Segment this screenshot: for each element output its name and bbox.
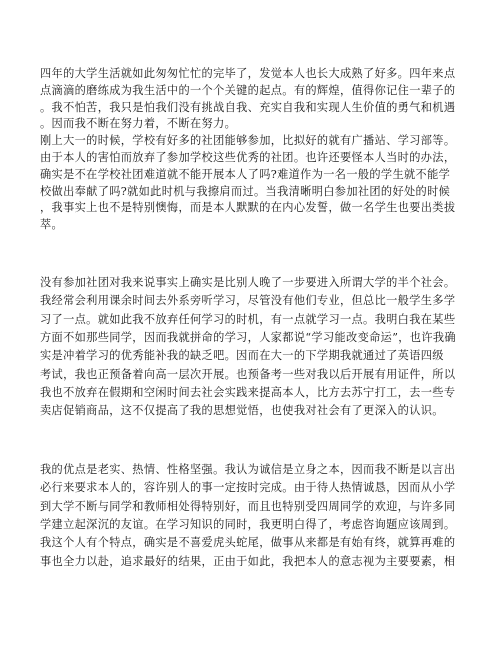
text-line: 。我不怕苦，我只是怕我们没有挑战自我、充实自我和实现人生价值的勇气和机遇: [40, 100, 456, 114]
text-line: 到大学不断与同学和教师相处得特别好，而且也特别受四周同学的欢迎，与许多同: [40, 499, 456, 513]
text-line: 我的优点是老实、热情、性格坚强。我认为诚信是立身之本，因而我不断是以言出: [40, 463, 456, 476]
text-line: 习了一点。就如此我不放弃任何学习的时机，有一点就学习一点。我明白我在某些: [40, 312, 456, 326]
text-line: ，我事实上也不是特别懊悔，而是本人默默的在内心发誓，做一名学生也要出类拔: [40, 201, 456, 215]
text-line: 事也全力以赴，追求最好的结果，正由于如此，我把本人的意志视为主要要素，相: [40, 554, 456, 568]
text-line: 点滴滴的磨练成为我生活中的一个个关键的起点。有的辉煌，值得你记住一辈子的: [40, 83, 456, 97]
text-line: 学建立起深沉的友谊。在学习知识的同时，我更明白得了，考虑咨询题应该周到。: [40, 517, 456, 531]
text-line: 考试，我也正预备着向高一层次开展。也预备考一些对我以后开展有用证件，所以: [40, 367, 456, 381]
text-line: 方面不如那些同学，因而我就拼命的学习，人家都说“学习能改变命运”，也许我确: [40, 330, 456, 344]
text-line: 实是冲着学习的优秀能补我的缺乏吧。因而在大一的下学期我就通过了英语四级: [40, 349, 444, 363]
text-line: 我这个人有个特点，确实是不喜爱虎头蛇尾，做事从来都是有始有终，就算再难的: [40, 536, 456, 550]
text-line: 没有参加社团对我来说事实上确实是比别人晚了一步要进入所谓大学的半个社会。: [40, 276, 456, 289]
text-line: 确实是不在学校社团难道就不能开展本人了吗?难道作为一名一般的学生就不能学: [40, 167, 451, 181]
text-line: 刚上大一的时候，学校有好多的社团能够参加，比拟好的就有广播站、学习部等。: [40, 134, 456, 148]
text-line: 校做出奉献了吗?就如此时机与我擦肩而过。当我清晰明白参加社团的好处的时候: [40, 184, 451, 198]
text-line: 。因而我不断在努力着，不断在努力。: [40, 117, 237, 131]
text-line: 由于本人的害怕而放弃了参加学校这些优秀的社团。也许还要怪本人当时的办法，: [40, 151, 456, 164]
text-line: 我也不放弃在假期和空闲时间去社会实践来提高本人，比方去苏宁打工，去一些专: [40, 385, 456, 399]
text-line: 必行来要求本人的，容许别人的事一定按时完成。由于待人热情诚恳，因而从小学: [40, 481, 456, 495]
text-line: 四年的大学生活就如此匆匆忙忙的完毕了，发觉本人也长大成熟了好多。四年来点: [40, 67, 456, 80]
text-line: 卖店促销商品，这不仅提高了我的思想觉悟，也使我对社会有了更深入的认识。: [40, 404, 444, 418]
text-line: 我经常会利用课余时间去外系旁听学习，尽管没有他们专业，但总比一般学生多学: [40, 294, 456, 308]
text-line: 萃。: [40, 218, 64, 232]
